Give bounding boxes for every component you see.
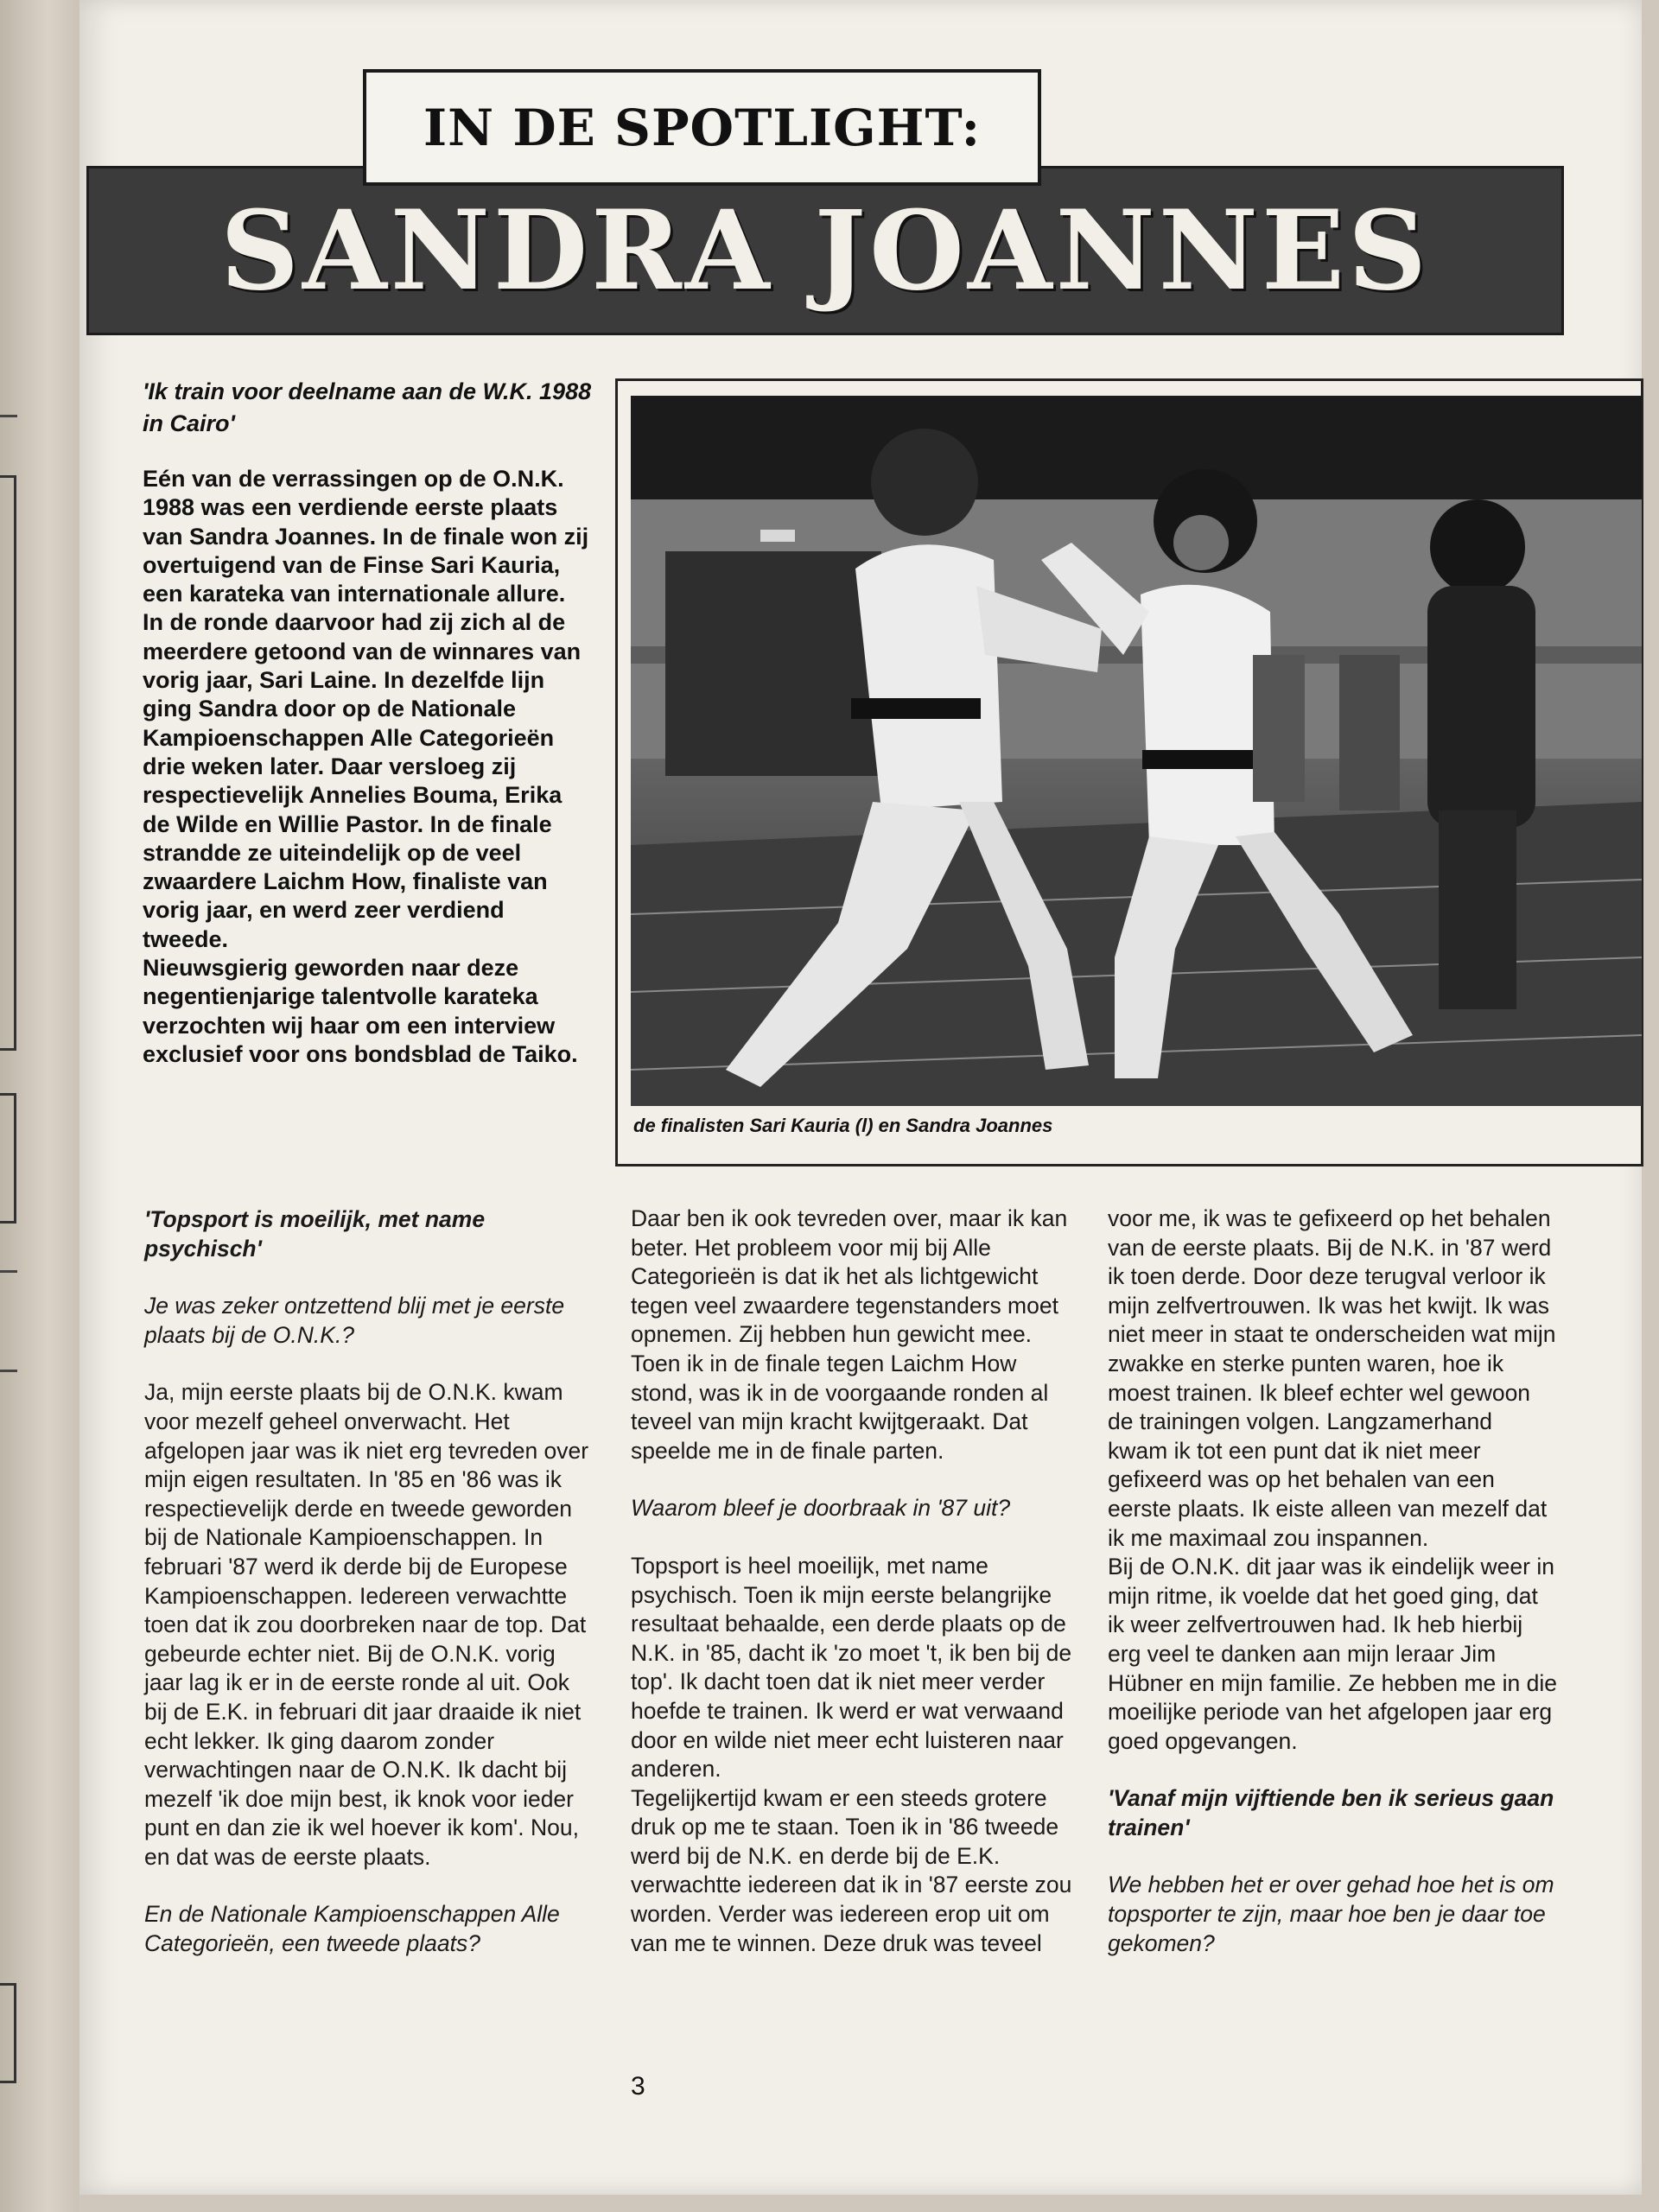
interview-answer: Bij de O.N.K. dit jaar was ik eindelijk weer in mijn ritme, ik voelde dat het goed ging, dat ik weer zelfvertrouwen had. Ik heb hierbij erg veel te danken aan mijn leraar Jim Hübner en mijn familie. Ze hebben me in die moeilijke periode van het afgelopen jaar erg goed opgevangen.: [1108, 1554, 1557, 1754]
article-column-2: [631, 1205, 1080, 1958]
facing-page-box: [0, 475, 16, 1051]
page-title: SANDRA JOANNES: [219, 187, 1431, 315]
interview-question: Je was zeker ontzettend blij met je eerste plaats bij de O.N.K.?: [144, 1293, 565, 1348]
facing-page-rule: [0, 1270, 17, 1273]
facing-page-box: [0, 1983, 16, 2083]
spotlight-box: [363, 69, 1041, 186]
section-heading: 'Topsport is moeilijk, met name psychisch': [144, 1206, 486, 1262]
facing-page-rule: [0, 415, 17, 417]
interview-answer: Tegelijkertijd kwam er een steeds grotere druk op me te staan. Toen ik in '86 tweede werd bij de N.K. en derde bij de E.K. verwachtte iedereen dat ik in '87 eerste zou worden. Verder was iedereen erop uit om van me te winnen. Deze druk was teveel: [631, 1784, 1072, 1956]
page-number: 3: [631, 2072, 645, 2101]
facing-page-rule: [0, 1370, 17, 1372]
intro-text: [143, 465, 592, 1069]
interview-answer: Ja, mijn eerste plaats bij de O.N.K. kwam voor mezelf geheel onverwacht. Het afgelopen jaar was ik niet erg tevreden over mijn eigen resultaten. In '85 en '86 was ik respectievelijk derde en tweede geworden bij de Nationale Kampioenschappen. In februari '87 werd ik derde bij de Europese Kampioenschappen. Iedereen verwachtte toen dat ik zou doorbreken naar de top. Dat gebeurde echter niet. Bij de O.N.K. vorig jaar lag ik er in de eerste ronde al uit. Ook bij de E.K. in februari dit jaar draaide ik niet echt lekker. Ik ging daarom zonder verwachtingen naar de O.N.K. Ik dacht bij mezelf 'ik doe mijn best, ik knok voor ieder punt en dan zie ik wel hoever ik kom'. Nou, en dat was de eerste plaats.: [144, 1379, 589, 1870]
photo-caption: de finalisten Sari Kauria (l) en Sandra Joannes: [633, 1115, 1053, 1136]
interview-question: En de Nationale Kampioenschappen Alle Categorieën, een tweede plaats?: [144, 1901, 560, 1957]
section-heading: 'Vanaf mijn vijftiende ben ik serieus gaan trainen': [1108, 1785, 1554, 1840]
karate-photo: [631, 396, 1642, 1106]
facing-page-edge: [0, 0, 79, 2212]
interview-answer: Topsport is heel moeilijk, met name psychisch. Toen ik mijn eerste belangrijke resultaat behaalde, een derde plaats op de N.K. in '85, dacht ik 'zo moet 't, ik ben bij de top'. Ik dacht toen dat ik niet meer verder hoefde te trainen. Ik werd er wat verwaand door en wilde niet meer echt luisteren naar anderen.: [631, 1552, 1072, 1783]
article-column-1: [144, 1205, 594, 1959]
karate-photo-illustration: [631, 396, 1642, 1106]
intro-paragraph: Nieuwsgierig geworden naar deze negentienjarige talentvolle karateka verzochten wij haar om een interview exclusief voor ons bondsblad de Taiko.: [143, 955, 578, 1067]
interview-question: Waarom bleef je doorbraak in '87 uit?: [631, 1495, 1011, 1522]
spotlight-kicker: IN DE SPOTLIGHT:: [423, 98, 981, 157]
interview-answer: Daar ben ik ook tevreden over, maar ik kan beter. Het probleem voor mij bij Alle Categorieën is dat ik het als lichtgewicht tegen veel zwaardere tegenstanders moet opnemen. Zij hebben hun gewicht mee. Toen ik in de finale tegen Laichm How stond, was ik in de voorgaande ronden al teveel van mijn kracht kwijtgeraakt. Dat speelde me in de finale parten.: [631, 1205, 1068, 1464]
article-column-3: [1108, 1205, 1557, 1958]
interview-question: We hebben het er over gehad hoe het is om topsporter te zijn, maar hoe ben je daar toe gekomen?: [1108, 1872, 1554, 1956]
interview-answer: voor me, ik was te gefixeerd op het behalen van de eerste plaats. Bij de N.K. in '87 werd ik toen derde. Door deze terugval verloor ik mijn zelfvertrouwen. Ik was het kwijt. Ik was niet meer in staat te onderscheiden wat mijn zwakke en sterke punten waren, hoe ik moest trainen. Ik bleef echter wel gewoon de trainingen volgen. Langzamerhand kwam ik tot een punt dat ik niet meer gefixeerd was op het behalen van een eerste plaats. Ik eiste alleen van mezelf dat ik me maximaal zou inspannen.: [1108, 1205, 1556, 1551]
intro-subhead: 'Ik train voor deelname aan de W.K. 1988 in Cairo': [143, 378, 592, 436]
intro-paragraph: Eén van de verrassingen op de O.N.K. 1988 was een verdiende eerste plaats van Sandra Joannes. In de finale won zij overtuigend van de Finse Sari Kauria, een karateka van internationale allure. In de ronde daarvoor had zij zich al de meerdere getoond van de winnares van vorig jaar, Sari Laine. In dezelfde lijn ging Sandra door op de Nationale Kampioenschappen Alle Categorieën drie weken later. Daar versloeg zij respectievelijk Annelies Bouma, Erika de Wilde en Willie Pastor. In de finale strandde ze uiteindelijk op de veel zwaardere Laichm How, finaliste van vorig jaar, en werd zeer verdiend tweede.: [143, 466, 589, 952]
facing-page-box: [0, 1093, 16, 1224]
